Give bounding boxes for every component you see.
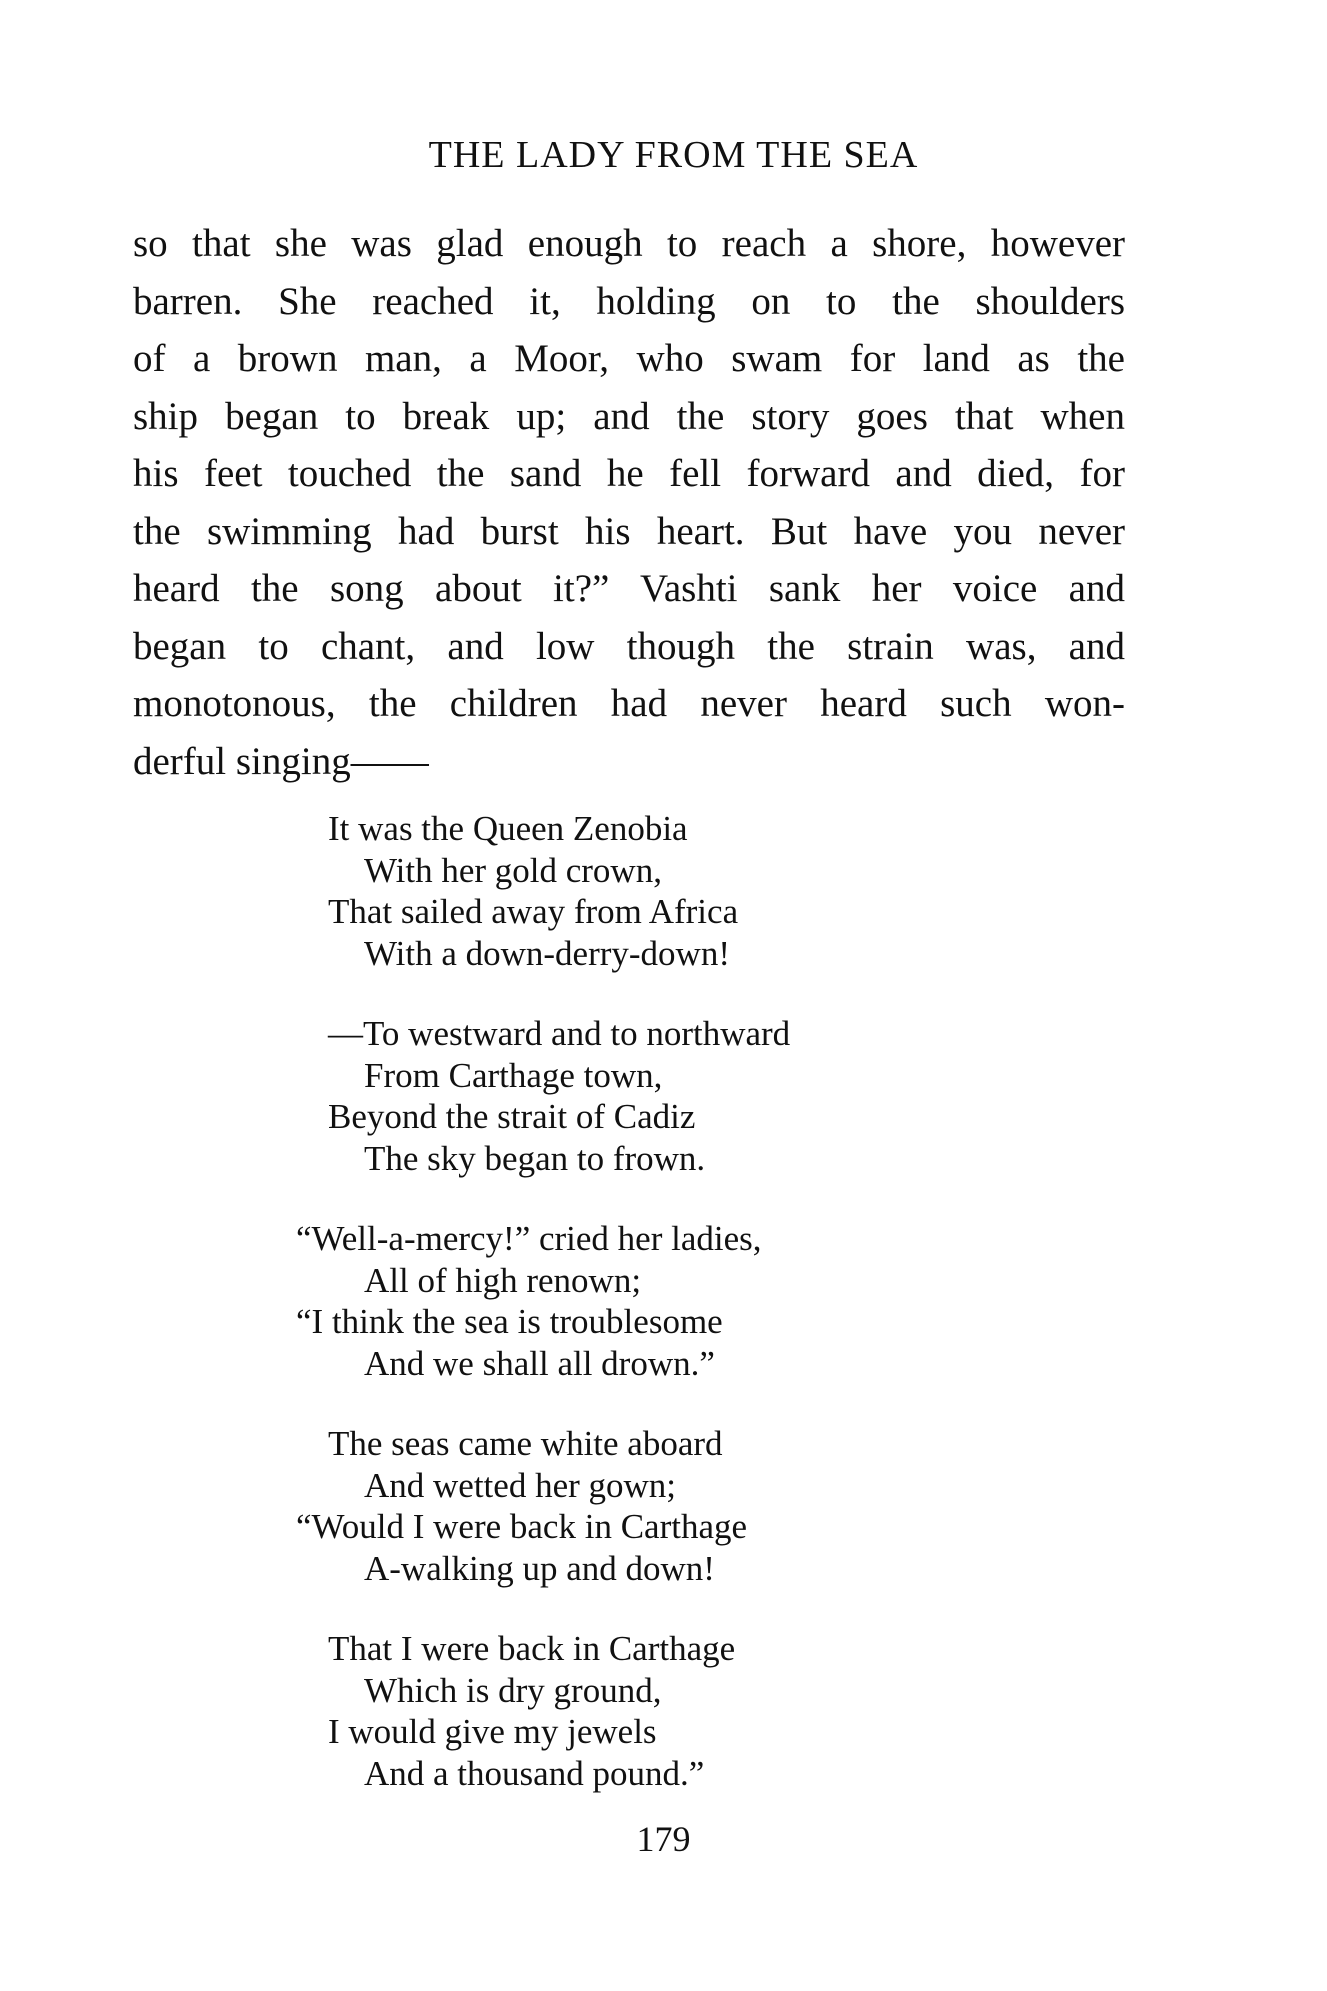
- poem-verse: That sailed away from Africa: [328, 892, 739, 931]
- poem-verse: And we shall all drown.”: [364, 1343, 715, 1383]
- poem-verse: A-walking up and down!: [364, 1548, 715, 1588]
- prose-line: derful singing——: [133, 739, 429, 783]
- prose-line: barren. She reached it, holding on to the shoulders: [133, 279, 1125, 323]
- prose-line: monotonous, the children had never heard such won-: [133, 682, 1125, 725]
- poem-verse: And wetted her gown;: [364, 1465, 677, 1505]
- poem-verse: “Would I were back in Carthage: [296, 1507, 748, 1546]
- prose-line: his feet touched the sand he fell forward and died, for: [133, 452, 1125, 495]
- poem-verse: And a thousand pound.”: [364, 1753, 705, 1793]
- poem-verse: That I were back in Carthage: [328, 1629, 736, 1668]
- prose-line: so that she was glad enough to reach a shore, however: [133, 222, 1125, 265]
- running-head: THE LADY FROM THE SEA: [428, 134, 919, 176]
- poem-verse: I would give my jewels: [328, 1712, 657, 1751]
- poem-verse: With a down-derry-down!: [364, 933, 730, 973]
- prose-line: the swimming had burst his heart. But have you never: [133, 509, 1125, 553]
- poem-stanza: [328, 1628, 1028, 1794]
- poem-verse: From Carthage town,: [364, 1055, 663, 1095]
- prose-line: began to chant, and low though the strain was, and: [133, 624, 1125, 668]
- prose-paragraph: [133, 215, 1125, 790]
- poem-stanza: [328, 808, 1028, 974]
- poem-stanza: [328, 1013, 1028, 1179]
- poem-verse: The seas came white aboard: [328, 1424, 723, 1463]
- poem-verse: “Well-a-mercy!” cried her ladies,: [296, 1219, 762, 1258]
- poem-verse: —To westward and to northward: [328, 1014, 791, 1053]
- poem-verse: Beyond the strait of Cadiz: [328, 1097, 696, 1136]
- poem-verse: It was the Queen Zenobia: [328, 809, 688, 848]
- poem-verse: The sky began to frown.: [364, 1138, 706, 1178]
- poem-stanza: [296, 1423, 1028, 1589]
- poem: [296, 808, 1028, 1833]
- poem-verse: All of high renown;: [364, 1260, 642, 1300]
- prose-line: of a brown man, a Moor, who swam for land as the: [133, 337, 1125, 380]
- page-number: 179: [636, 1819, 691, 1859]
- poem-stanza: [296, 1218, 1028, 1384]
- poem-verse: Which is dry ground,: [364, 1670, 662, 1710]
- poem-verse: “I think the sea is troublesome: [296, 1302, 723, 1341]
- poem-verse: With her gold crown,: [364, 850, 662, 890]
- prose-line: heard the song about it?” Vashti sank her voice and: [133, 567, 1125, 610]
- prose-line: ship began to break up; and the story goes that when: [133, 394, 1125, 438]
